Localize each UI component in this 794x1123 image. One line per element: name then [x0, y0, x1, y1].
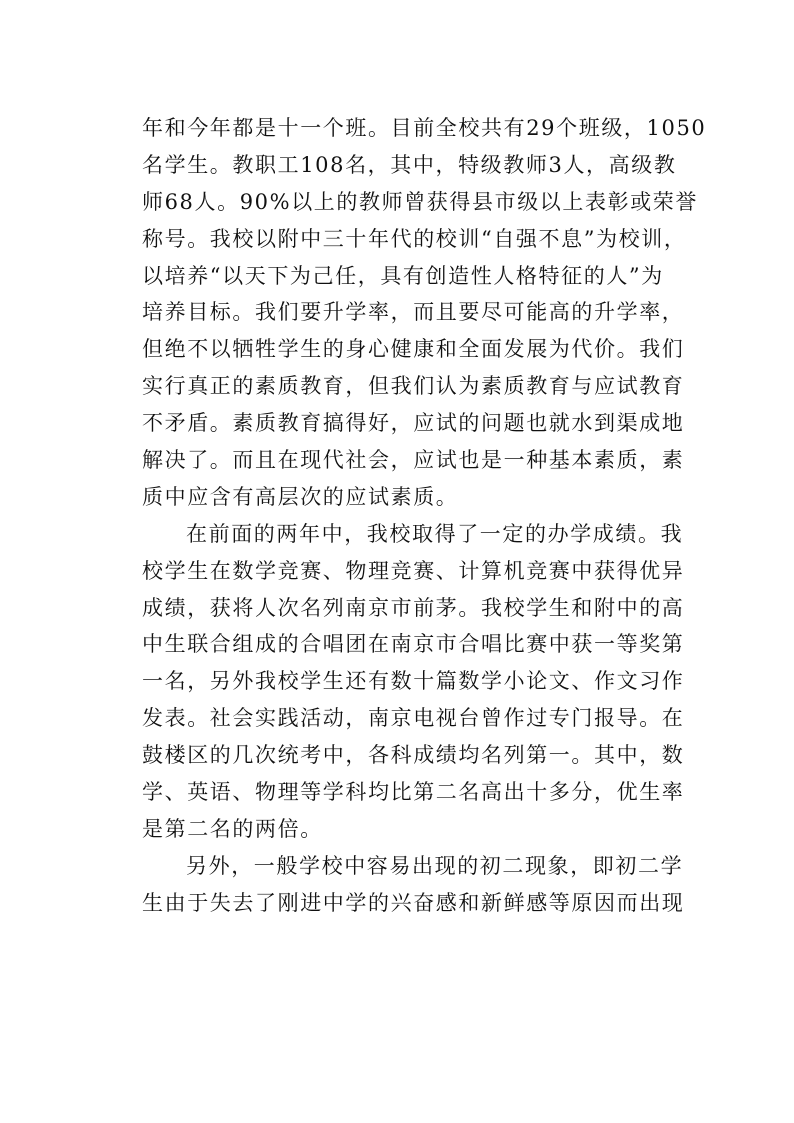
text-line: 中生联合组成的合唱团在南京市合唱比赛中获一等奖第: [142, 632, 685, 657]
text-line: 学、英语、物理等学科均比第二名高出十多分，优生率: [142, 780, 685, 805]
text-line: 一名，另外我校学生还有数十篇数学小论文、作文习作: [142, 669, 685, 694]
paragraph-1: [142, 110, 707, 516]
text-line: 另外，一般学校中容易出现的初二现象，即初二学: [186, 853, 684, 878]
text-line: 名学生。教职工108名，其中，特级教师3人，高级教: [142, 152, 677, 177]
text-line: 发表。社会实践活动，南京电视台曾作过专门报导。在: [142, 706, 685, 731]
paragraph-3: [142, 848, 685, 922]
text-line: 在前面的两年中，我校取得了一定的办学成绩。我: [186, 521, 684, 546]
text-line: 成绩，获将人次名列南京市前茅。我校学生和附中的高: [142, 595, 685, 620]
document-body: [142, 110, 707, 922]
text-line: 校学生在数学竞赛、物理竞赛、计算机竞赛中获得优异: [142, 558, 685, 583]
text-line: 但绝不以牺牲学生的身心健康和全面发展为代价。我们: [142, 337, 685, 362]
text-line: 质中应含有高层次的应试素质。: [142, 484, 459, 509]
text-line: 生由于失去了刚进中学的兴奋感和新鲜感等原因而出现: [142, 890, 685, 915]
paragraph-2: [142, 516, 685, 848]
text-line: 不矛盾。素质教育搞得好，应试的问题也就水到渠成地: [142, 411, 685, 436]
text-line: 解决了。而且在现代社会，应试也是一种基本素质，素: [142, 448, 685, 473]
text-line: 以培养“以天下为己任，具有创造性人格特征的人”为: [142, 263, 664, 288]
text-line: 年和今年都是十一个班。目前全校共有29个班级，1050: [142, 116, 707, 140]
text-line: 是第二名的两倍。: [142, 816, 323, 841]
text-line: 称号。我校以附中三十年代的校训“自强不息”为校训，: [142, 226, 687, 251]
text-line: 培养目标。我们要升学率，而且要尽可能高的升学率，: [142, 300, 685, 325]
text-line: 鼓楼区的几次统考中，各科成绩均名列第一。其中，数: [142, 743, 685, 768]
text-line: 实行真正的素质教育，但我们认为素质教育与应试教育: [142, 374, 685, 399]
text-line: 师68人。90%以上的教师曾获得县市级以上表彰或荣誉: [142, 189, 698, 214]
